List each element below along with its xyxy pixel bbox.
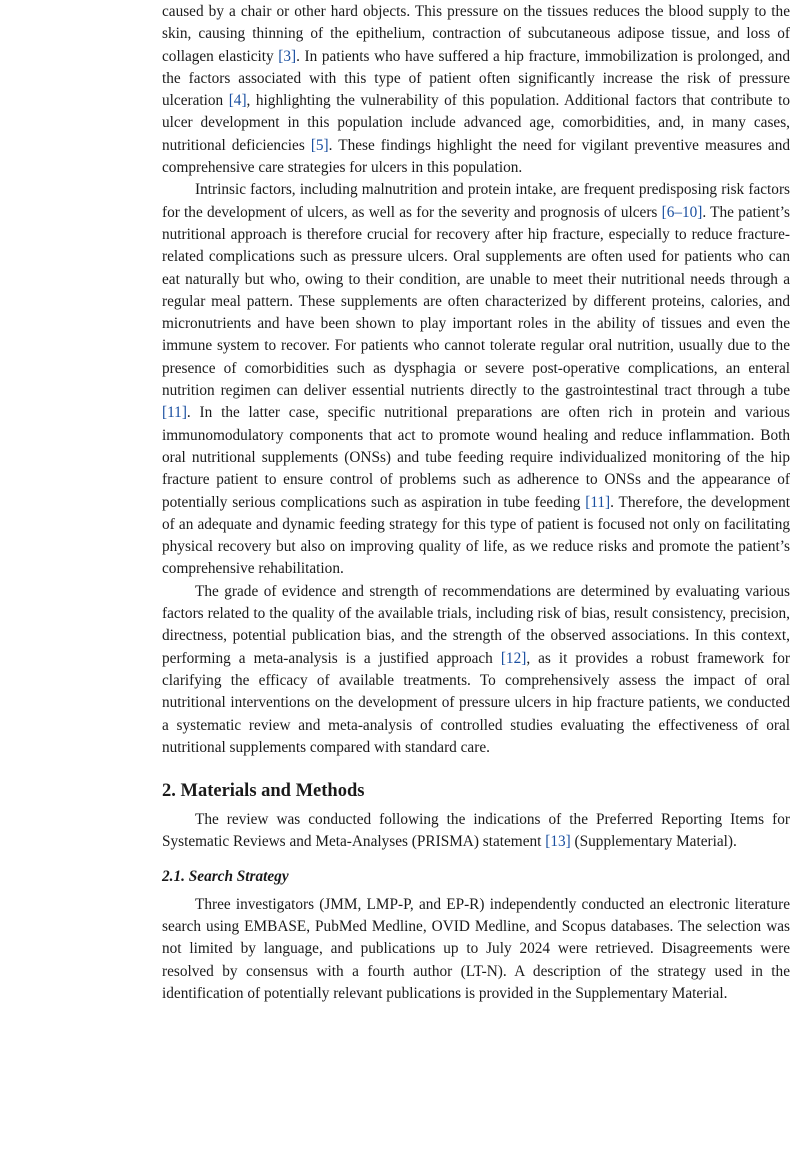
paragraph-text: Intrinsic factors, including malnutrition and protein intake, are frequent predisposing risk factors for the development of ulcers, as well as for the severity and prognosis of ulcers xyxy=(162,181,790,221)
paragraph-search-strategy xyxy=(162,894,790,1005)
paragraph-pressure-injury xyxy=(162,1,790,179)
paragraph-text: The review was conducted following the indications of the Preferred Reporting Items for Systematic Reviews and Meta-Analyses (PRISMA) statement xyxy=(162,811,790,851)
subsection-heading-search-strategy: 2.1. Search Strategy xyxy=(162,867,289,885)
paragraph-evidence-grade xyxy=(162,581,790,759)
paragraph-text: , highlighting the vulnerability of this population. Additional factors that contribute to ulcer development in this population include advanced age, comorbidities, and, in many cases, nutritional deficiencies xyxy=(162,92,791,154)
section-heading-materials-methods: 2. Materials and Methods xyxy=(162,781,365,802)
citation-link[interactable]: [11] xyxy=(162,404,187,422)
citation-link[interactable]: [5] xyxy=(310,136,329,154)
paragraph-methods-intro xyxy=(162,809,790,854)
paragraph-text: . Therefore, the development of an adequate and dynamic feeding strategy for this type of patient is focused not only on facilitating physical recovery but also on improving quality of life, as we reduce risks and promote the patient’s comprehensive rehabilitation. xyxy=(162,493,790,578)
paragraph-text: . These findings highlight the need for vigilant preventive measures and comprehensive care strategies for ulcers in this population. xyxy=(162,136,790,177)
paragraph-text: . The patient’s nutritional approach is therefore crucial for recovery after hip fracture, especially to reduce fracture-related complications such as pressure ulcers. Oral supplements are often used for patients who can eat naturally but who, owing to their condition, are unable to meet their nutritional needs through a regular meal pattern. These supplements are often characterized by different proteins, calories, and micronutrients and have been shown to play important roles in the ability of tissues and even the immune system to recover. For patients who cannot tolerate regular oral nutrition, usually due to the presence of comorbidities such as dysphagia or severe post-operative complications, an enteral nutrition regimen can deliver essential nutrients directly to the gastrointestinal tract through a tube xyxy=(162,203,790,400)
citation-link[interactable]: [11] xyxy=(585,493,611,511)
article-page xyxy=(162,1,790,1005)
paragraph-text: . In patients who have suffered a hip fracture, immobilization is prolonged, and the factors associated with this type of patient often significantly increase the risk of pressure ulceration xyxy=(162,47,790,110)
paragraph-text: caused by a chair or other hard objects. This pressure on the tissues reduces the blood supply to the skin, causing thinning of the epithelium, contraction of subcutaneous adipose tissue, and loss of collagen elasticity xyxy=(162,3,790,65)
paragraph-text: The grade of evidence and strength of recommendations are determined by evaluating various factors related to the quality of the available trials, including risk of bias, result consistency, precision, directness, potential publication bias, and the strength of the observed associations. In this context, performing a meta-analysis is a justified approach xyxy=(162,582,790,667)
citation-link[interactable]: [4] xyxy=(228,92,247,110)
paragraph-intrinsic-factors xyxy=(162,179,790,580)
citation-link[interactable]: [6–10] xyxy=(661,203,703,221)
paragraph-text: Three investigators (JMM, LMP-P, and EP-R) independently conducted an electronic literature search using EMBASE, PubMed Medline, OVID Medline, and Scopus databases. The selection was not limited by language, and publications up to July 2024 were retrieved. Disagreements were resolved by consensus with a fourth author (LT-N). A description of the strategy used in the identification of potentially relevant publications is provided in the Supplementary Material. xyxy=(162,895,790,1002)
paragraph-text: (Supplementary Material). xyxy=(570,833,737,851)
paragraph-text: , as it provides a robust framework for clarifying the efficacy of available treatments. To comprehensively assess the impact of oral nutritional interventions on the development of pressure ulcers in hip fracture patients, we conducted a systematic review and meta-analysis of controlled studies evaluating the effectiveness of oral nutritional supplements compared with standard care. xyxy=(162,649,790,756)
paragraph-text: . In the latter case, specific nutritional preparations are often rich in protein and various immunomodulatory components that act to promote wound healing and reduce inflammation. Both oral nutritional supplements (ONSs) and tube feeding require individualized monitoring of the hip fracture patient to ensure control of problems such as adherence to ONSs and the appearance of potentially serious complications such as aspiration in tube feeding xyxy=(162,404,790,511)
citation-link[interactable]: [3] xyxy=(278,47,297,65)
citation-link[interactable]: [12] xyxy=(500,649,527,667)
citation-link[interactable]: [13] xyxy=(545,833,571,851)
